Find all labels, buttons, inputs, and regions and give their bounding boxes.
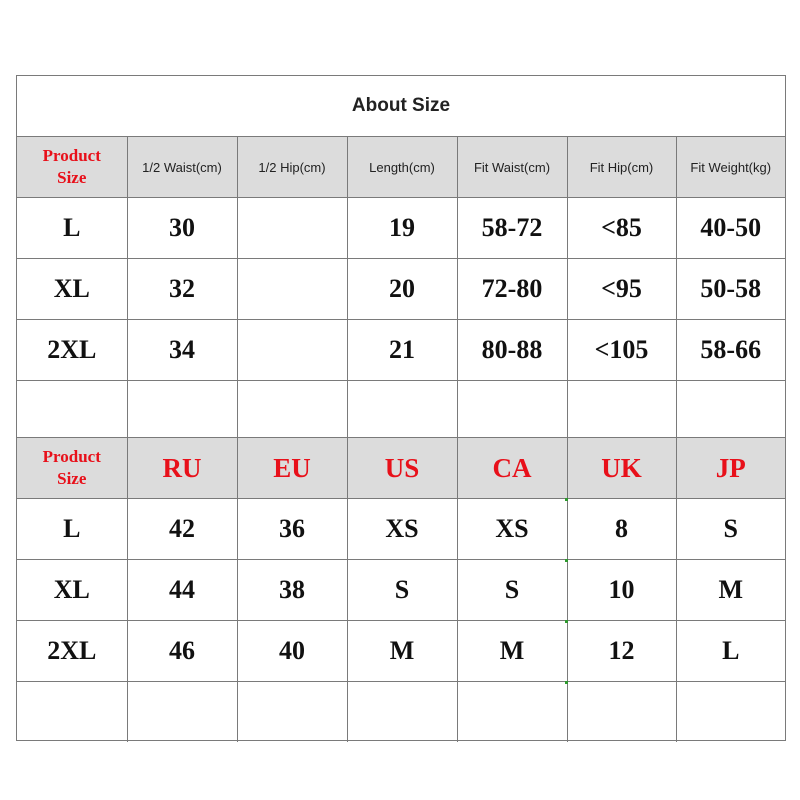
table-cell: 40 — [237, 621, 347, 682]
border-mark — [565, 498, 568, 501]
empty-cell — [237, 682, 347, 743]
product-size-header: Product Size — [17, 137, 127, 198]
column-header: Fit Hip(cm) — [567, 137, 676, 198]
empty-cell — [457, 381, 567, 442]
size-cell: 2XL — [17, 320, 127, 381]
table-cell: M — [347, 621, 457, 682]
column-header: Fit Waist(cm) — [457, 137, 567, 198]
region-header: US — [347, 438, 457, 499]
table-cell: 36 — [237, 499, 347, 560]
table-cell: 21 — [347, 320, 457, 381]
size-chart — [16, 75, 786, 741]
column-header: 1/2 Hip(cm) — [237, 137, 347, 198]
table-cell: <85 — [567, 198, 676, 259]
table-cell: 80-88 — [457, 320, 567, 381]
size-cell: L — [17, 499, 127, 560]
table-cell: M — [457, 621, 567, 682]
column-header: Fit Weight(kg) — [676, 137, 785, 198]
table-cell: 32 — [127, 259, 237, 320]
empty-cell — [567, 381, 676, 442]
table-cell: S — [347, 560, 457, 621]
page-title: About Size — [17, 76, 785, 137]
table-cell: 72-80 — [457, 259, 567, 320]
table-cell — [237, 320, 347, 381]
table-cell: <105 — [567, 320, 676, 381]
empty-cell — [676, 682, 785, 743]
table-cell: 19 — [347, 198, 457, 259]
table-row — [17, 198, 785, 259]
empty-cell — [457, 682, 567, 743]
table-cell: 58-66 — [676, 320, 785, 381]
table-cell: M — [676, 560, 785, 621]
table-row — [17, 320, 785, 381]
region-header: EU — [237, 438, 347, 499]
empty-cell — [17, 381, 127, 442]
region-header: JP — [676, 438, 785, 499]
table-cell: L — [676, 621, 785, 682]
table-cell: XS — [457, 499, 567, 560]
table-row — [17, 560, 785, 621]
table-cell: 40-50 — [676, 198, 785, 259]
size-cell: 2XL — [17, 621, 127, 682]
size-cell: L — [17, 198, 127, 259]
border-mark — [565, 681, 568, 684]
product-size-header: Product Size — [17, 438, 127, 499]
table-cell: <95 — [567, 259, 676, 320]
table-cell: 58-72 — [457, 198, 567, 259]
empty-row — [17, 682, 785, 743]
table-row — [17, 259, 785, 320]
border-mark — [565, 559, 568, 562]
column-header: 1/2 Waist(cm) — [127, 137, 237, 198]
table-cell: 12 — [567, 621, 676, 682]
table-cell: 8 — [567, 499, 676, 560]
empty-cell — [347, 381, 457, 442]
empty-cell — [676, 381, 785, 442]
border-mark — [565, 620, 568, 623]
table-cell: 20 — [347, 259, 457, 320]
size-cell: XL — [17, 560, 127, 621]
table-header-row — [17, 137, 785, 198]
empty-row — [17, 381, 785, 442]
empty-cell — [237, 381, 347, 442]
table-cell — [237, 198, 347, 259]
table-cell: 30 — [127, 198, 237, 259]
table-cell: 34 — [127, 320, 237, 381]
table-cell: 42 — [127, 499, 237, 560]
international-size-table — [17, 437, 785, 742]
table-cell: 50-58 — [676, 259, 785, 320]
table-cell: 10 — [567, 560, 676, 621]
table-cell: XS — [347, 499, 457, 560]
column-header: Length(cm) — [347, 137, 457, 198]
region-header: CA — [457, 438, 567, 499]
empty-cell — [17, 682, 127, 743]
table-cell: S — [676, 499, 785, 560]
empty-cell — [127, 682, 237, 743]
table-row — [17, 499, 785, 560]
table-header-row — [17, 438, 785, 499]
region-header: RU — [127, 438, 237, 499]
table-cell: S — [457, 560, 567, 621]
region-header: UK — [567, 438, 676, 499]
table-cell: 38 — [237, 560, 347, 621]
empty-cell — [347, 682, 457, 743]
empty-cell — [127, 381, 237, 442]
empty-cell — [567, 682, 676, 743]
table-cell: 44 — [127, 560, 237, 621]
table-cell — [237, 259, 347, 320]
table-row — [17, 621, 785, 682]
table-cell: 46 — [127, 621, 237, 682]
measurements-table — [17, 136, 785, 442]
size-cell: XL — [17, 259, 127, 320]
